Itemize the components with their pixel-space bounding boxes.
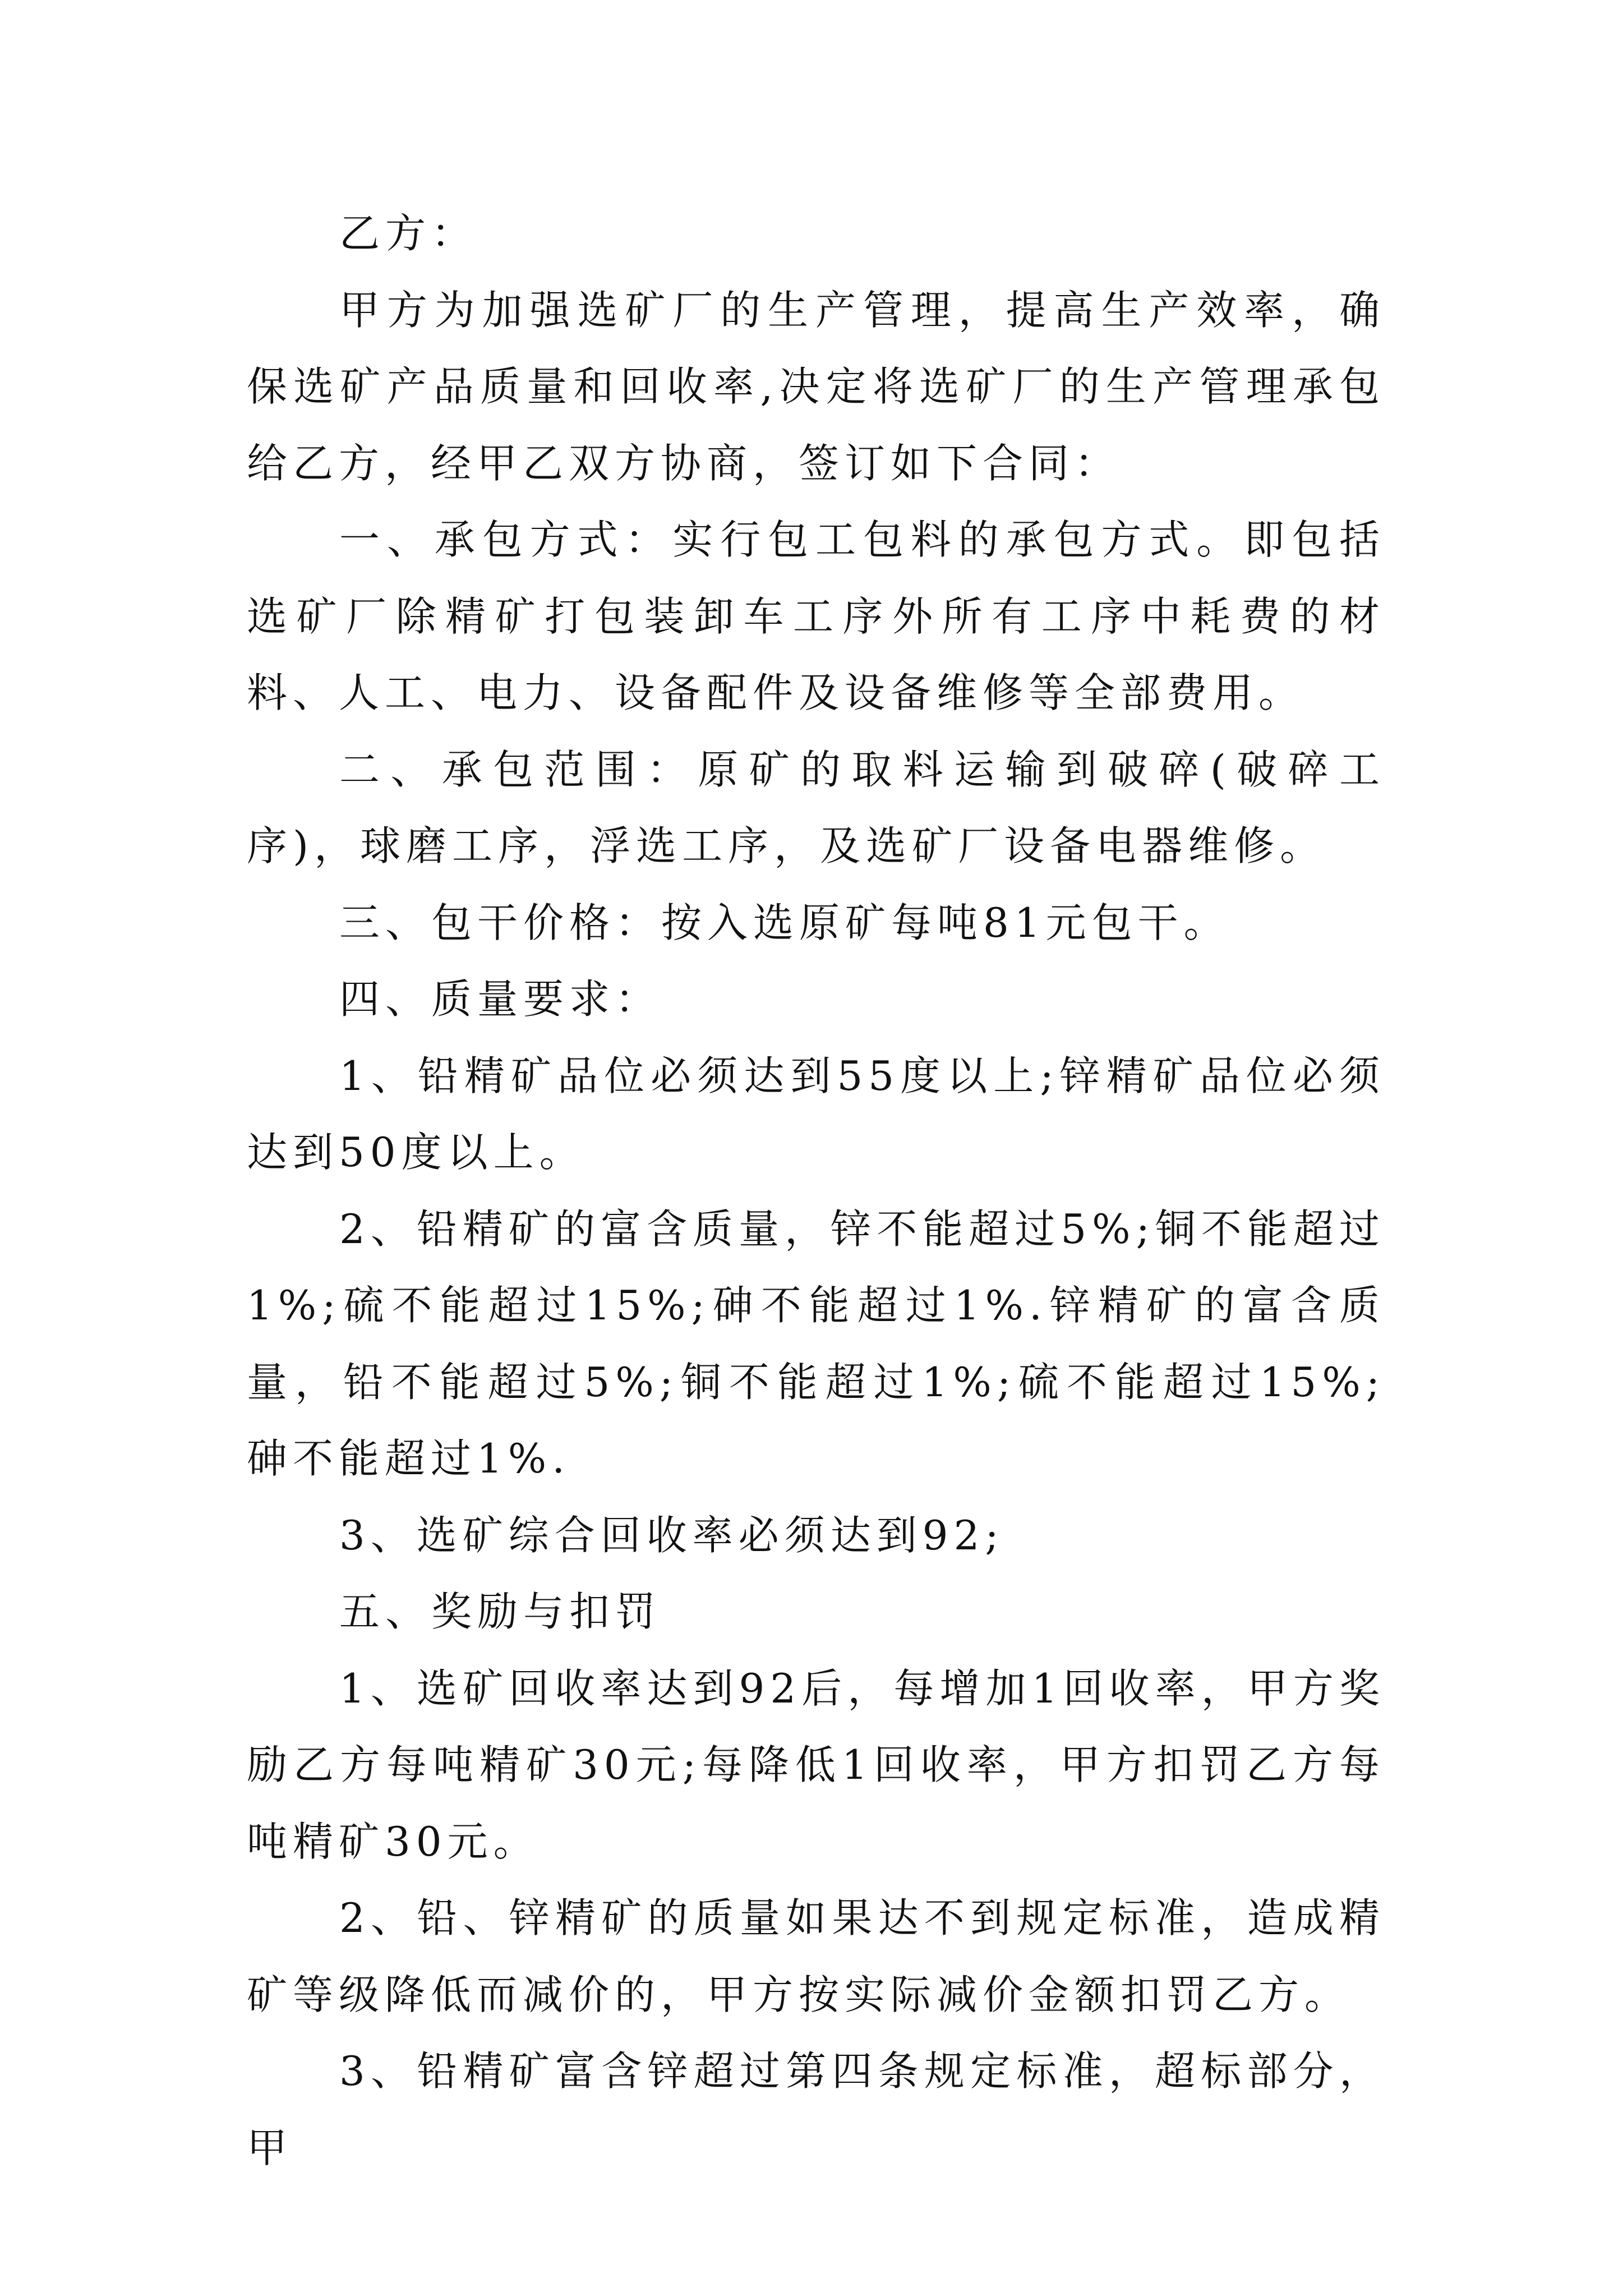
paragraph-lump-sum-price: 三、包干价格：按入选原矿每吨81元包干。 xyxy=(339,899,1230,946)
paragraph-reward-heading: 五、奖励与扣罚 xyxy=(339,1588,662,1635)
paragraph-reward-item-3: 3、铅精矿富含锌超过第四条规定标准，超标部分，甲 xyxy=(247,2047,1385,2171)
paragraph-quality-item-3: 3、选矿综合回收率必须达到92; xyxy=(339,1511,1004,1559)
contract-body xyxy=(247,195,1385,2186)
paragraph-contract-scope: 二、承包范围：原矿的取料运输到破碎(破碎工序)，球磨工序，浮选工序，及选矿厂设备电器维修。 xyxy=(247,746,1385,869)
paragraph-contract-method: 一、承包方式：实行包工包料的承包方式。即包括选矿厂除精矿打包装卸车工序外所有工序中耗费的材料、人工、电力、设备配件及设备维修等全部费用。 xyxy=(247,516,1385,716)
paragraph-preamble: 甲方为加强选矿厂的生产管理，提高生产效率，确保选矿产品质量和回收率,决定将选矿厂的生产管理承包给乙方，经甲乙双方协商，签订如下合同： xyxy=(247,286,1385,487)
paragraph-party-b: 乙方： xyxy=(339,210,478,257)
paragraph-reward-item-1: 1、选矿回收率达到92后，每增加1回收率，甲方奖励乙方每吨精矿30元;每降低1回收率，甲方扣罚乙方每吨精矿30元。 xyxy=(247,1664,1385,1865)
paragraph-reward-item-2: 2、铅、锌精矿的质量如果达不到规定标准，造成精矿等级降低而减价的，甲方按实际减价金额扣罚乙方。 xyxy=(247,1894,1385,2018)
paragraph-quality-item-1: 1、铅精矿品位必须达到55度以上;锌精矿品位必须达到50度以上。 xyxy=(247,1052,1385,1176)
paragraph-quality-item-2: 2、铅精矿的富含质量，锌不能超过5%;铜不能超过1%;硫不能超过15%;砷不能超过1%.锌精矿的富含质量，铅不能超过5%;铜不能超过1%;硫不能超过15%;砷不能超过1%. xyxy=(247,1205,1385,1482)
paragraph-quality-heading: 四、质量要求： xyxy=(339,976,662,1023)
